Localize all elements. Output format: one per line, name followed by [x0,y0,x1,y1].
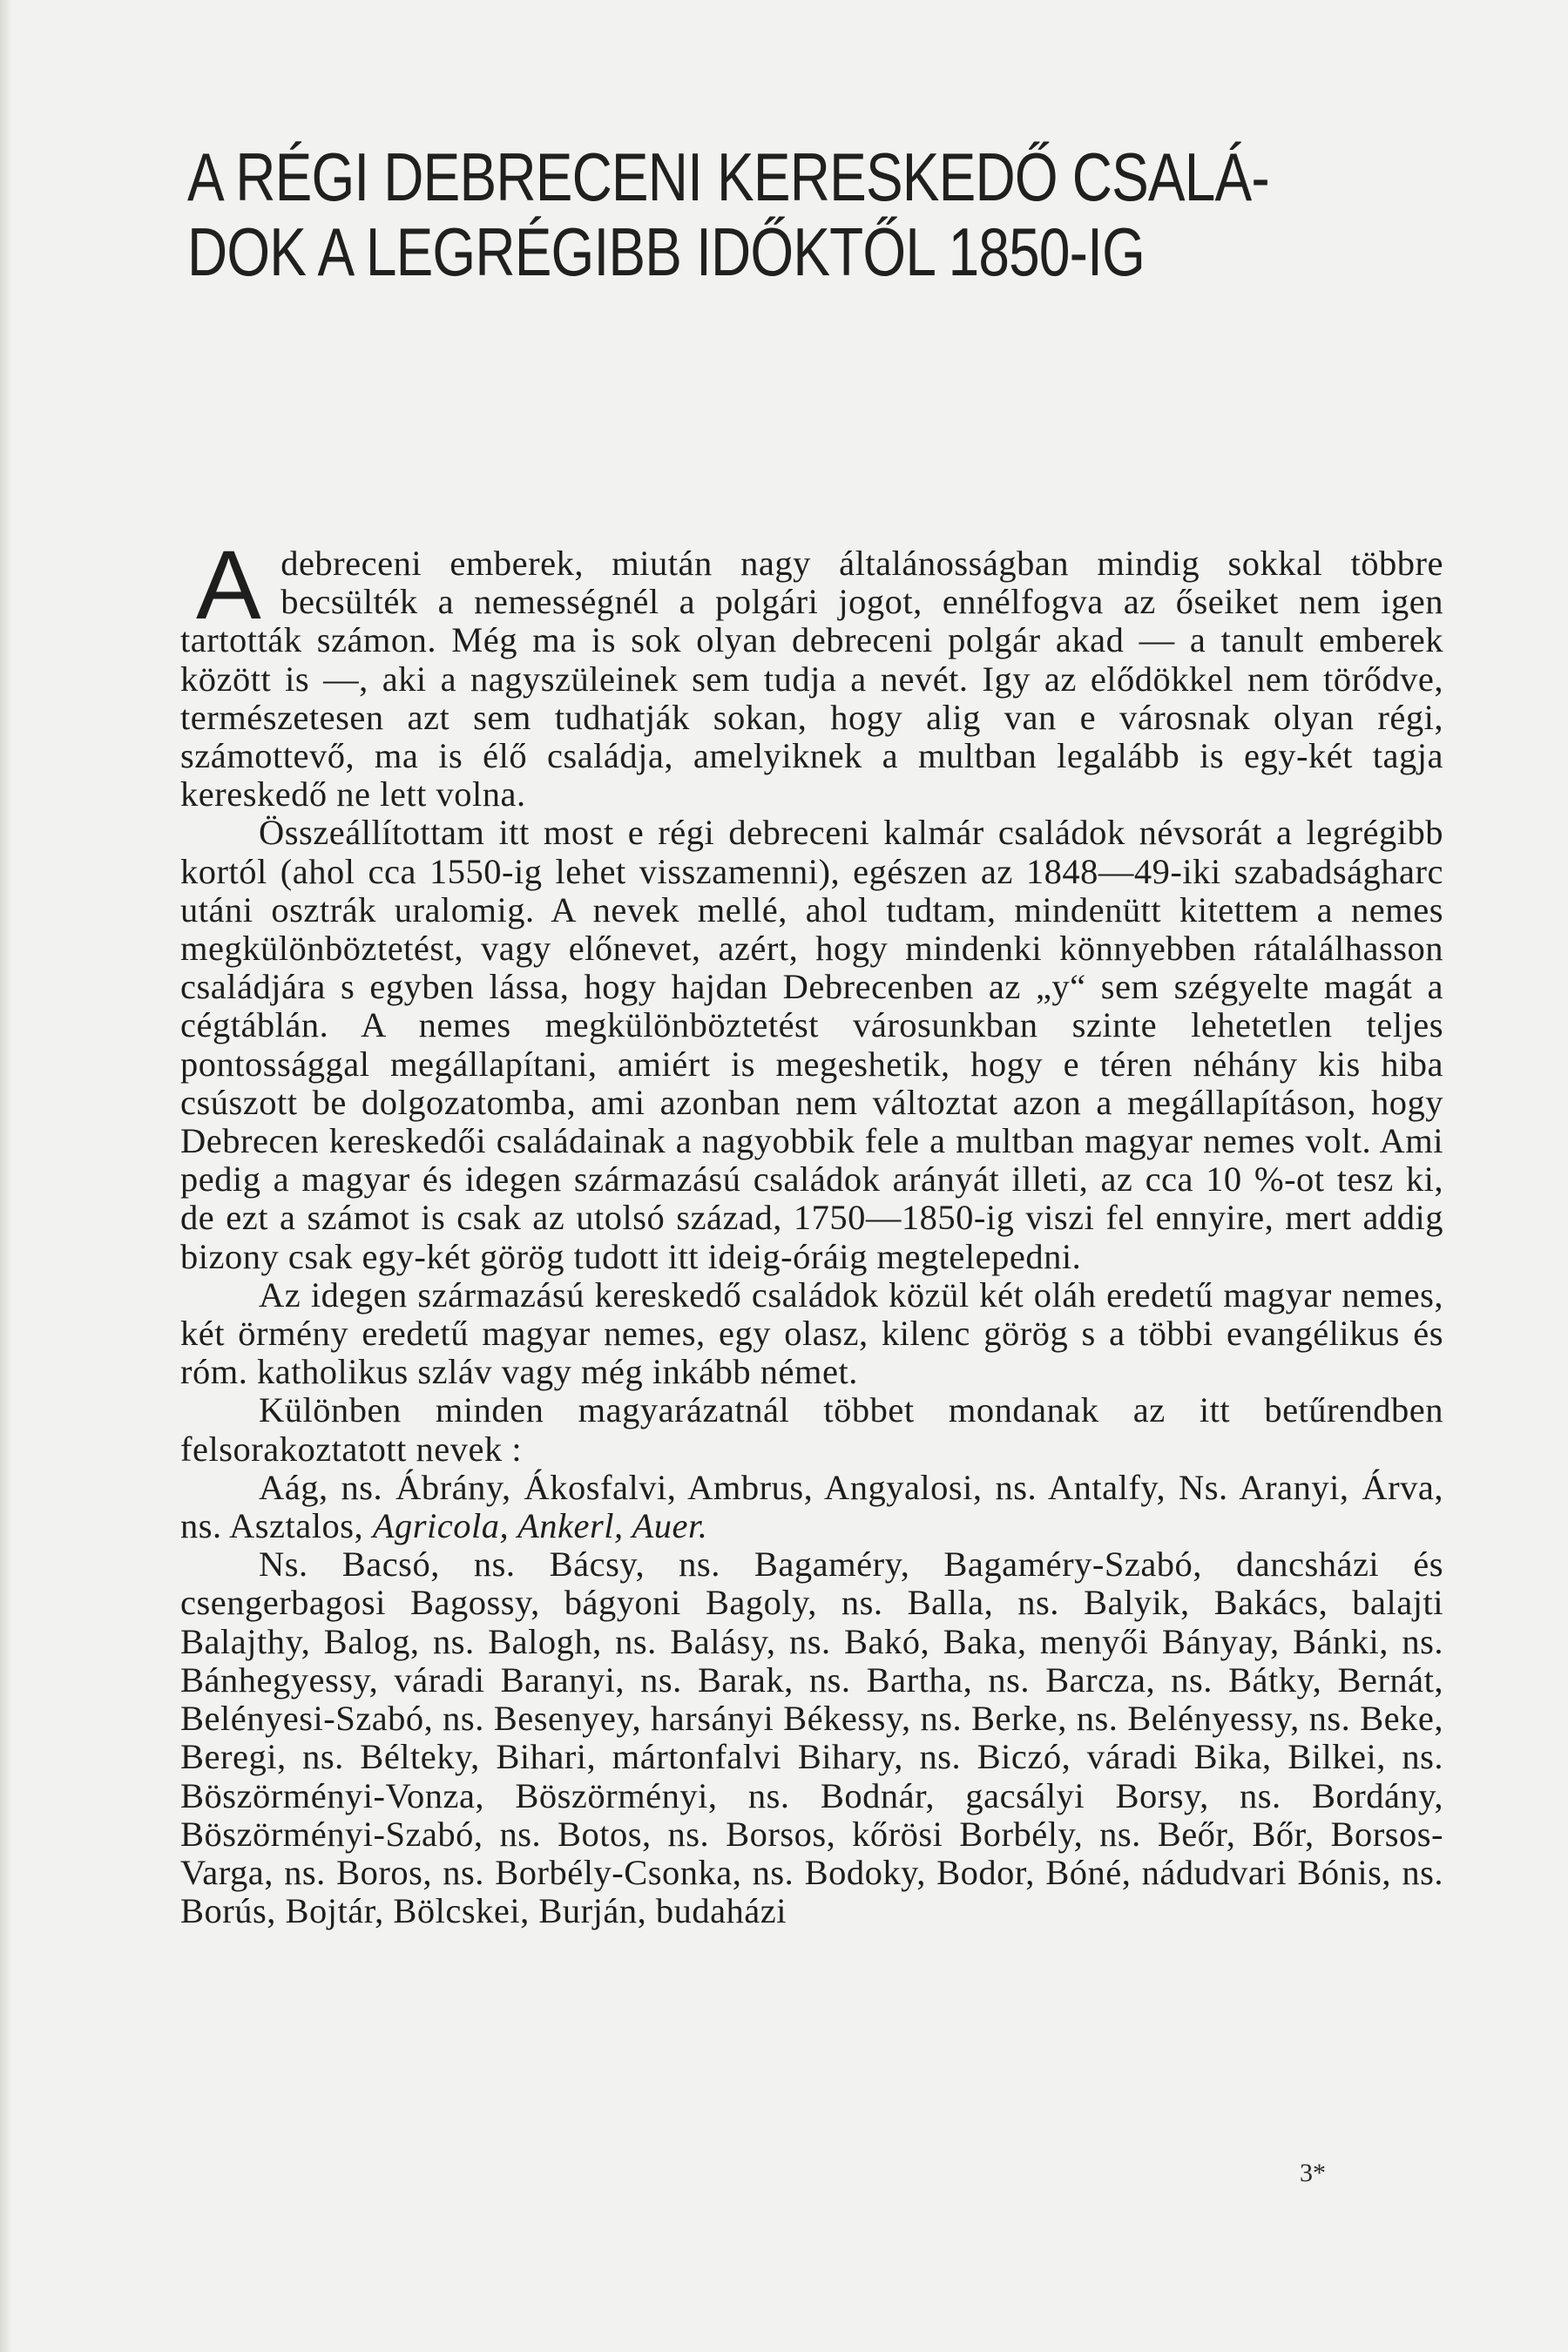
title-line-2: DOK A LEGRÉGIBB IDŐKTŐL 1850-IG [187,213,1146,290]
names-a-list [180,1469,1443,1545]
names-a-plain: Aág, ns. Ábrány, Ákosfalvi, Ambrus, Angyalosi, ns. Antalfy, Ns. Aranyi, Árva, ns. Asztalos, [180,1467,1443,1546]
intro-text: debreceni emberek, miután nagy általánosságban mindig sokkal többre becsülték a nemességnél a polgári jogot, ennélfogva az őseiket nem igen tartották számon. Még ma is sok olyan debreceni polgár akad — a tanult emberek között is —, aki a nagyszüleinek sem tudja a nevét. Igy az elődökkel nem törődve, természetesen azt sem tudhatják sokan, hogy alig van e városnak olyan régi, számottevő, ma is élő családja, amelyiknek a multban legalább is egy-két tagja kereskedő ne lett volna. [180,544,1443,814]
names-a-italic: Agricola, Ankerl, Auer. [372,1506,708,1546]
paragraph-2: Az idegen származású kereskedő családok közül két oláh eredetű magyar nemes, két örmény eredetű magyar nemes, egy olasz, kilenc görög s a többi evangélikus és róm. katholikus szláv vagy még inkább német. [180,1274,1443,1392]
article-body [180,531,1443,1931]
page-number: 3* [1300,2159,1326,2187]
page-binding-shadow [0,0,12,2352]
paragraph-3: Különben minden magyarázatnál többet mondanak az itt betűrendben felsorakoztatott nevek : [180,1390,1443,1469]
page-title [187,139,1269,290]
names-b-list: Ns. Bacsó, ns. Bácsy, ns. Bagaméry, Bagaméry-Szabó, dancsházi és csengerbagosi Bagossy, bágyoni Bagoly, ns. Balla, ns. Balyik, Bakács, balajti Balajthy, Balog, ns. Balogh, ns. Balásy, ns. Bakó, Baka, menyői Bányay, Bánki, ns. Bánhegyessy, váradi Baranyi, ns. Barak, ns. Bartha, ns. Barcza, ns. Bátky, Bernát, Belényesi-Szabó, ns. Besenyey, harsányi Békessy, ns. Berke, ns. Belényessy, ns. Beke, Beregi, ns. Bélteky, Bihari, mártonfalvi Bihary, ns. Biczó, váradi Bika, Bilkei, ns. Böszörményi-Vonza, Böszörményi, ns. Bodnár, gacsályi Borsy, ns. Bordány, Böszörményi-Szabó, ns. Botos, ns. Borsos, kőrösi Borbély, ns. Beőr, Bőr, Borsos-Varga, ns. Boros, ns. Borbély-Csonka, ns. Bodoky, Bodor, Bóné, nádudvari Bónis, ns. Borús, Bojtár, Bölcskei, Burján, budaházi [180,1544,1443,1931]
intro-paragraph [180,531,1443,814]
title-line-1: A RÉGI DEBRECENI KERESKEDŐ CSALÁ- [187,139,1269,215]
drop-cap: A [196,531,262,639]
paragraph-1: Összeállítottam itt most e régi debreceni kalmár családok névsorát a legrégibb kortól (ahol cca 1550-ig lehet visszamenni), egészen az 1848—49-iki szabadságharc utáni osztrák uralomig. A nevek mellé, ahol tudtam, mindenütt kitettem a nemes megkülönböztetést, vagy előnevet, azért, hogy mindenki könnyebben rátalálhasson családjára s egyben lássa, hogy hajdan Debrecenben az „y“ sem szégyelte magát a cégtáblán. A nemes megkülönböztetést városunkban szinte lehetetlen teljes pontossággal megállapítani, amiért is megeshetik, hogy e téren néhány kis hiba csúszott be dolgozatomba, ami azonban nem változtat azon a megállapításon, hogy Debrecen kereskedői családainak a nagyobbik fele a multban magyar nemes volt. Ami pedig a magyar és idegen származású családok arányát illeti, az cca 10 %-ot tesz ki, de ezt a számot is csak az utolsó század, 1750—1850-ig viszi fel ennyire, mert addig bizony csak egy-két görög tudott itt ideig-óráig megtelepedni. [180,813,1443,1276]
